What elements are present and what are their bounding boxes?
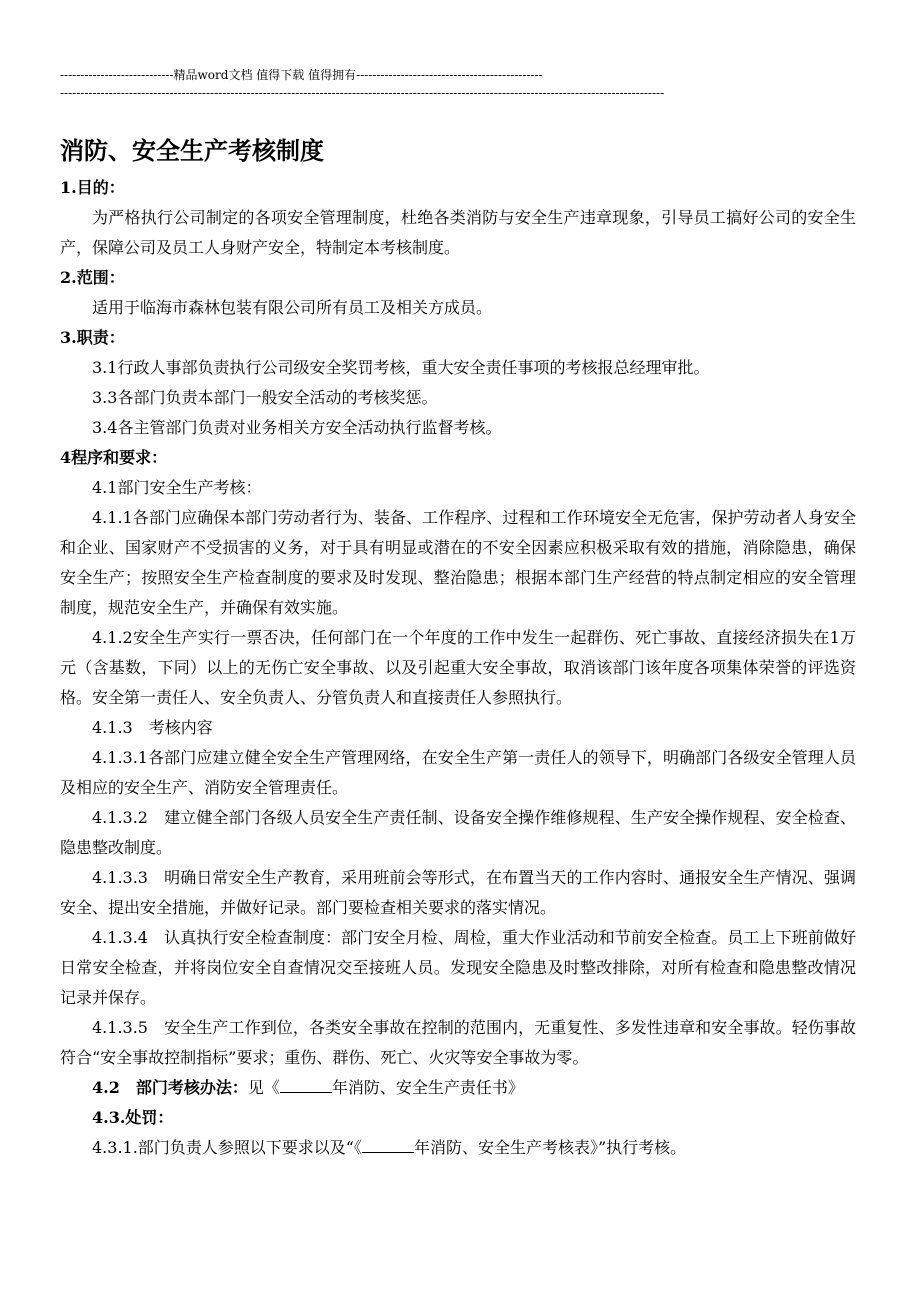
paragraph-4-2 bbox=[60, 1073, 856, 1103]
section-heading-scope: 2.范围： bbox=[60, 268, 125, 287]
paragraph-4-1-1: 4.1.1各部门应确保本部门劳动者行为、装备、工作程序、过程和工作环境安全无危害，保护劳动者人身安全和企业、国家财产不受损害的义务，对于具有明显或潜在的不安全因素应积极采取有效的措施，消除隐患，确保安全生产；按照安全生产检查制度的要求及时发现、整治隐患；根据本部门生产经营的特点制定相应的安全管理制度，规范安全生产，并确保有效实施。 bbox=[60, 508, 856, 617]
paragraph-duty-3-4: 3.4各主管部门负责对业务相关方安全活动执行监督考核。 bbox=[92, 418, 502, 437]
section-heading-purpose: 1.目的： bbox=[60, 178, 125, 197]
paragraph-duty-3-1: 3.1行政人事部负责执行公司级安全奖罚考核，重大安全责任事项的考核报总经理审批。 bbox=[92, 358, 710, 377]
paragraph-4-3-1 bbox=[60, 1133, 856, 1163]
paragraph-4-3-1-suffix: 年消防、安全生产考核表》”执行考核。 bbox=[413, 1138, 687, 1157]
section-heading-procedures: 4程序和要求： bbox=[60, 448, 168, 467]
paragraph-4-1-3: 4.1.3 考核内容 bbox=[92, 718, 213, 737]
paragraph-4-1-3-3: 4.1.3.3 明确日常安全生产教育，采用班前会等形式，在布置当天的工作内容时、通报安全生产情况、强调安全、提出安全措施，并做好记录。部门要检查相关要求的落实情况。 bbox=[60, 868, 856, 917]
paragraph-duty-3-3: 3.3各部门负责本部门一般安全活动的考核奖惩。 bbox=[92, 388, 438, 407]
paragraph-4-2-label: 4.2 部门考核办法： bbox=[92, 1078, 248, 1097]
paragraph-4-3-1-prefix: 4.3.1.部门负责人参照以下要求以及“《 bbox=[92, 1138, 362, 1157]
paragraph-4-2-prefix: 见《 bbox=[247, 1078, 280, 1097]
year-blank bbox=[280, 1075, 332, 1093]
paragraph-4-3: 4.3.处罚： bbox=[92, 1108, 174, 1127]
document-title: 消防、安全生产考核制度 bbox=[60, 136, 324, 165]
paragraph-purpose: 为严格执行公司制定的各项安全管理制度，杜绝各类消防与安全生产违章现象，引导员工搞好公司的安全生产，保障公司及员工人身财产安全，特制定本考核制度。 bbox=[60, 208, 856, 257]
header-line-top: ----------------------------精品word文档 值得下载 值得拥有---------------------------------------------- bbox=[60, 68, 543, 82]
section-heading-duties: 3.职责： bbox=[60, 328, 125, 347]
paragraph-4-1: 4.1部门安全生产考核： bbox=[92, 478, 262, 497]
document-body bbox=[60, 173, 856, 1163]
paragraph-4-1-2: 4.1.2安全生产实行一票否决，任何部门在一个年度的工作中发生一起群伤、死亡事故、直接经济损失在1万元（含基数，下同）以上的无伤亡安全事故、以及引起重大安全事故，取消该部门该年度各项集体荣誉的评选资格。安全第一责任人、安全负责人、分管负责人和直接责任人参照执行。 bbox=[60, 628, 856, 707]
paragraph-4-2-suffix: 年消防、安全生产责任书》 bbox=[331, 1078, 524, 1097]
paragraph-scope: 适用于临海市森林包装有限公司所有员工及相关方成员。 bbox=[92, 298, 493, 317]
paragraph-4-1-3-2: 4.1.3.2 建立健全部门各级人员安全生产责任制、设备安全操作维修规程、生产安全操作规程、安全检查、隐患整改制度。 bbox=[60, 808, 856, 857]
paragraph-4-1-3-1: 4.1.3.1各部门应建立健全安全生产管理网络，在安全生产第一责任人的领导下，明确部门各级安全管理人员及相应的安全生产、消防安全管理责任。 bbox=[60, 748, 856, 797]
header-line-bottom: ----------------------------------------------------------------------------------------------------------------------------------------------------- bbox=[60, 86, 665, 100]
paragraph-4-1-3-5: 4.1.3.5 安全生产工作到位，各类安全事故在控制的范围内，无重复性、多发性违章和安全事故。轻伤事故符合“安全事故控制指标”要求；重伤、群伤、死亡、火灾等安全事故为零。 bbox=[60, 1018, 856, 1067]
paragraph-4-1-3-4: 4.1.3.4 认真执行安全检查制度：部门安全月检、周检，重大作业活动和节前安全检查。员工上下班前做好日常安全检查，并将岗位安全自查情况交至接班人员。发现安全隐患及时整改排除，对所有检查和隐患整改情况记录并保存。 bbox=[60, 928, 856, 1007]
year-blank bbox=[362, 1135, 414, 1153]
